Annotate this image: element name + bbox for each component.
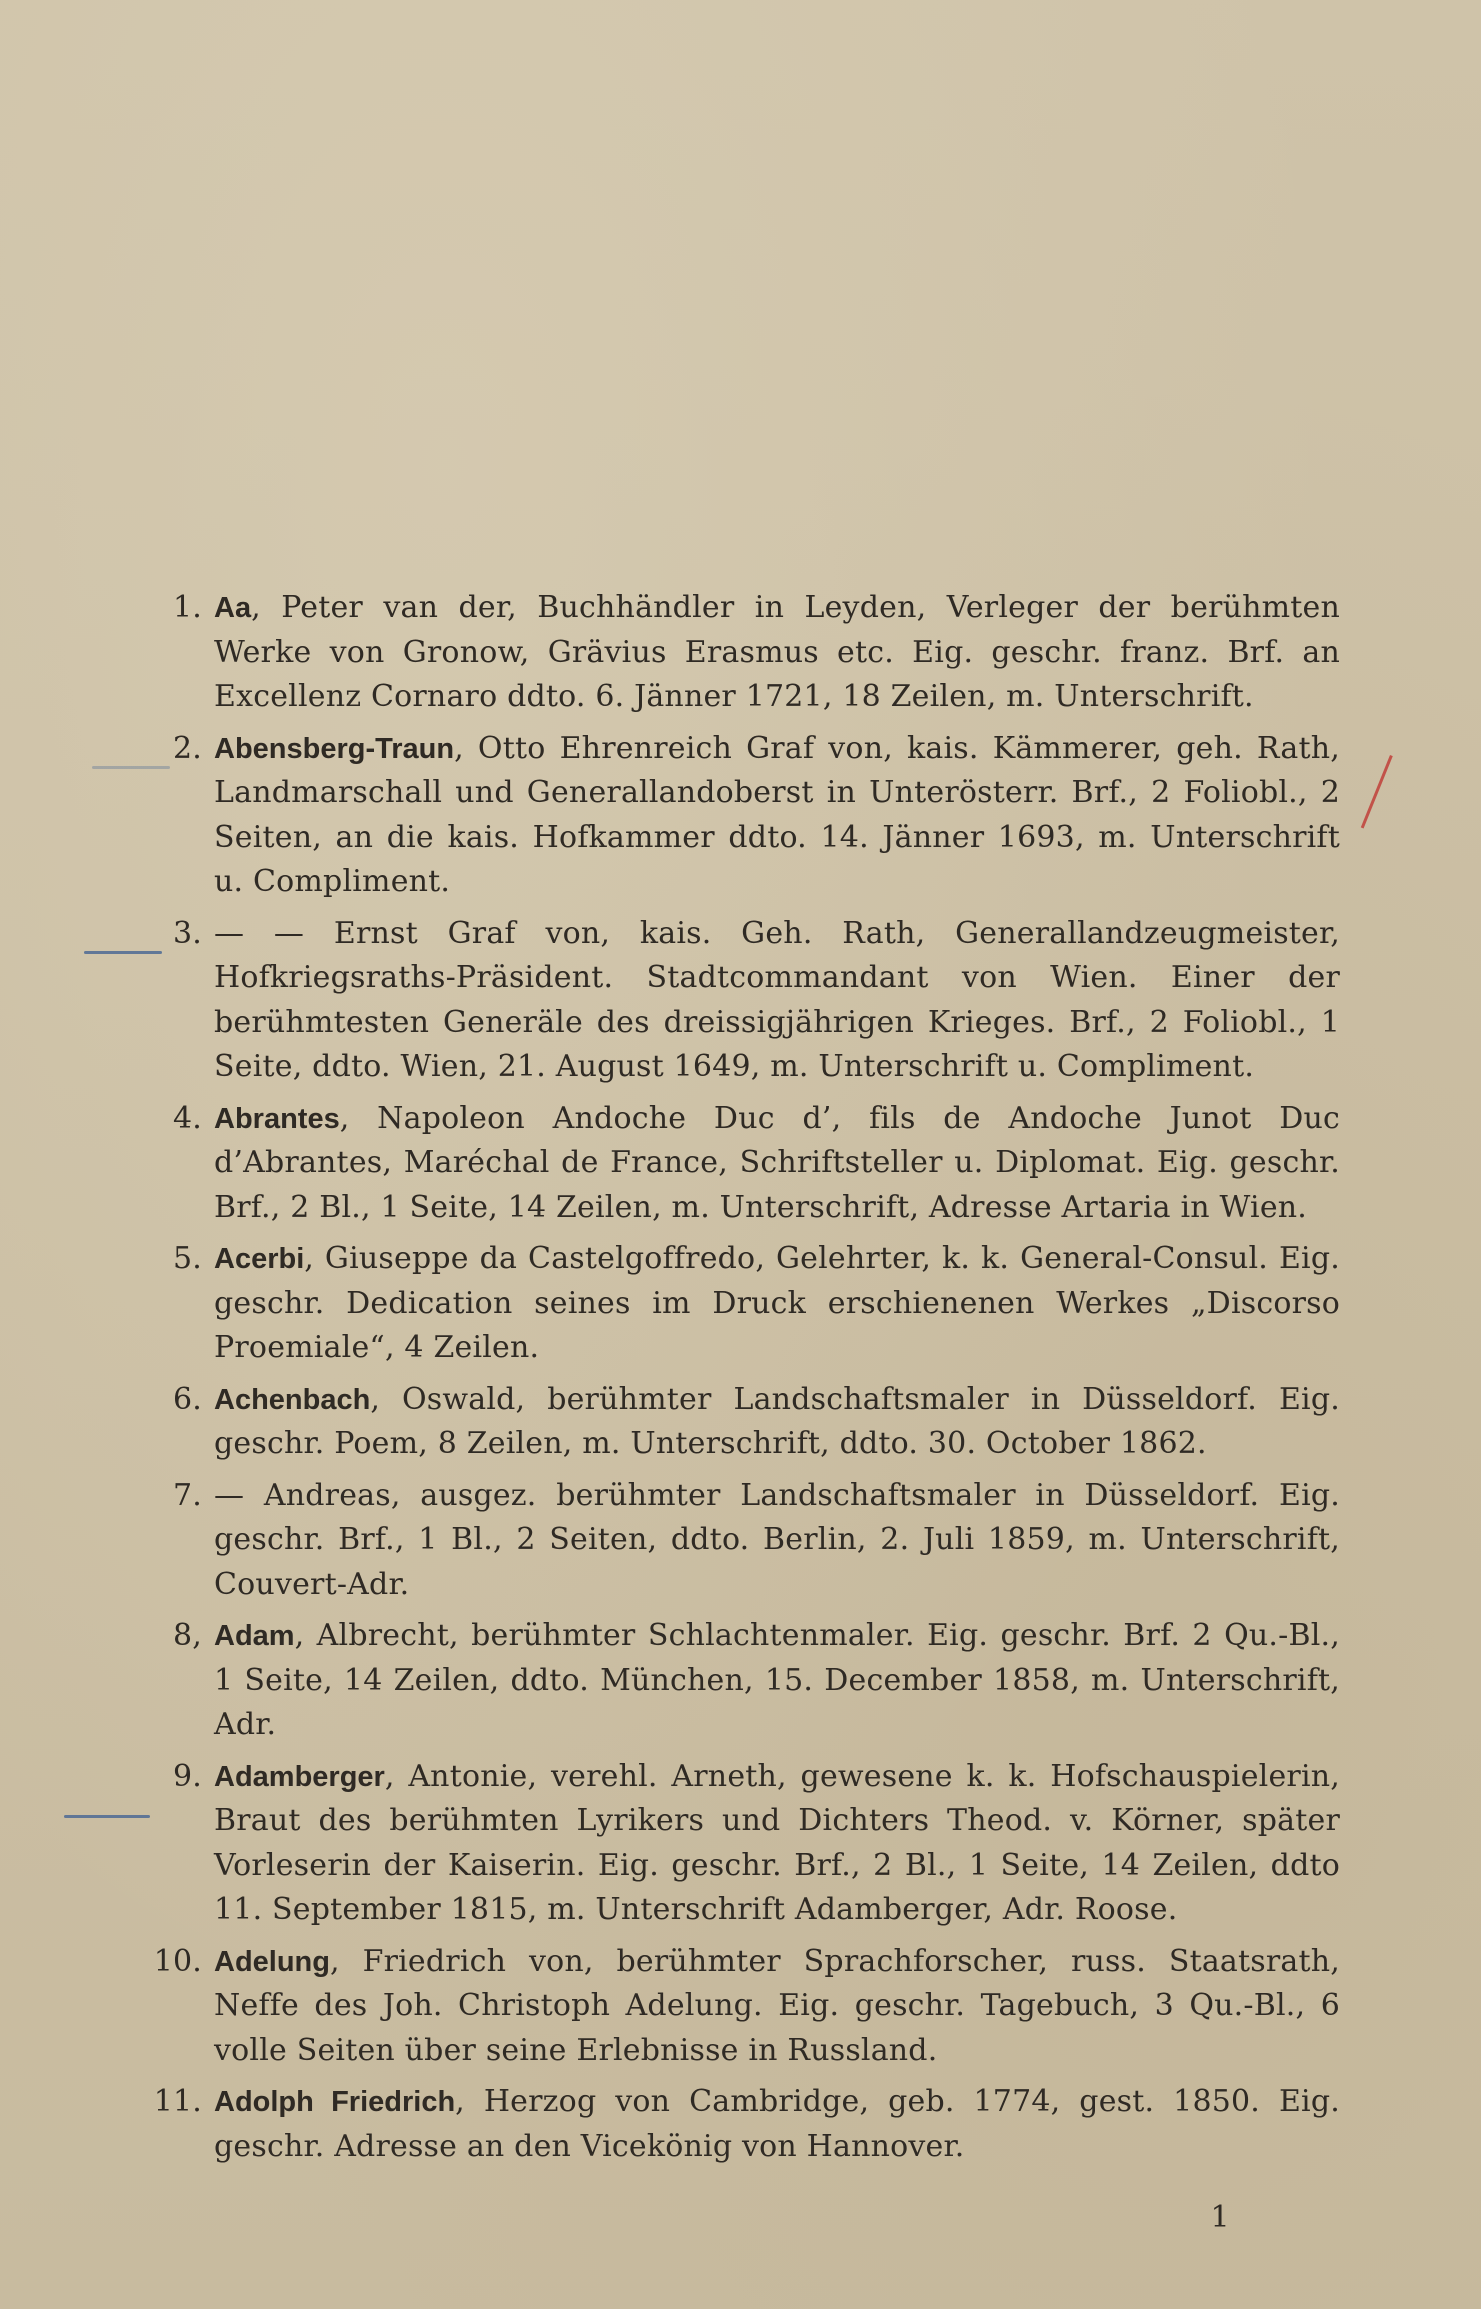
entry-number: 4. xyxy=(172,1100,202,1136)
entry-name: Abrantes xyxy=(214,1102,340,1135)
entry-name: Adolph Friedrich xyxy=(214,2086,456,2118)
entry-number: 1. xyxy=(172,590,202,625)
entry-name: Adam xyxy=(214,1620,295,1652)
entry-description: , Antonie, verehl. Arneth, gewesene k. k. Hofschauspielerin, Braut des berühmten Lyrikers und Dichters Theod. v. Körner, später Vorleserin der Kaiserin. Eig. geschr. Brf., 2 Bl., 1 Seite, 14 Zeilen, ddto 11. September 1815, m. Unterschrift Adamberger, Adr. Roose. xyxy=(214,1758,1340,1927)
entry-description: , Oswald, berühmter Landschaftsmaler in Düsseldorf. Eig. geschr. Poem, 8 Zeilen, m. Unterschrift, ddto. 30. October 1862. xyxy=(214,1381,1340,1461)
entry-number: 9. xyxy=(172,1758,202,1794)
entry-description: , Giuseppe da Castelgoffredo, Gelehrter, k. k. General-Consul. Eig. geschr. Dedication seines im Druck erschienenen Werkes „Discorso Proemiale“, 4 Zeilen. xyxy=(214,1241,1340,1365)
margin-pencil-mark-entry-9 xyxy=(64,1815,150,1818)
catalog-entry xyxy=(150,1097,1340,1231)
entry-description: , Otto Ehrenreich Graf von, kais. Kämmerer, geh. Rath, Landmarschall und Generallandoberst in Unterösterr. Brf., 2 Foliobl., 2 Seiten, an die kais. Hofkammer ddto. 14. Jänner 1693, m. Unterschrift u. Compliment. xyxy=(214,730,1340,899)
entry-number: 11. xyxy=(153,2084,202,2119)
entry-name: Aa xyxy=(214,592,252,624)
catalog-entry xyxy=(150,912,1340,1090)
entry-description: , Herzog von Cambridge, geb. 1774, gest. 1850. Eig. geschr. Adresse an den Vicekönig von Hannover. xyxy=(214,2084,1340,2164)
entry-number: 5. xyxy=(172,1241,202,1276)
entry-description: , Albrecht, berühmter Schlachtenmaler. Eig. geschr. Brf. 2 Qu.-Bl., 1 Seite, 14 Zeilen, ddto. München, 15. December 1858, m. Unterschrift, Adr. xyxy=(214,1618,1340,1742)
entry-name: Adelung xyxy=(214,1945,330,1978)
catalog-entry-list xyxy=(150,586,1340,2176)
catalog-entry xyxy=(150,1474,1340,1608)
entry-number: 2. xyxy=(172,730,202,766)
catalog-entry xyxy=(150,1614,1340,1748)
entry-name: Abensberg-Traun xyxy=(214,732,455,765)
entry-description: — Andreas, ausgez. berühmter Landschaftsmaler in Düsseldorf. Eig. geschr. Brf., 1 Bl., 2 Seiten, ddto. Berlin, 2. Juli 1859, m. Unterschrift, Couvert-Adr. xyxy=(214,1477,1340,1602)
entry-description: , Napoleon Andoche Duc d’, fils de Andoche Junot Duc d’Abrantes, Maréchal de France, Schriftsteller u. Diplomat. Eig. geschr. Brf., 2 Bl., 1 Seite, 14 Zeilen, m. Unterschrift, Adresse Artaria in Wien. xyxy=(214,1100,1340,1225)
entry-description: , Friedrich von, berühmter Sprachforscher, russ. Staatsrath, Neffe des Joh. Christoph Adelung. Eig. geschr. Tagebuch, 3 Qu.-Bl., 6 volle Seiten über seine Erlebnisse in Russland. xyxy=(214,1943,1340,2068)
catalog-entry xyxy=(150,1378,1340,1467)
entry-number: 3. xyxy=(172,915,202,951)
catalog-entry xyxy=(150,2080,1340,2169)
entry-name: Achenbach xyxy=(214,1383,371,1416)
entry-description: , Peter van der, Buchhändler in Leyden, Verleger der berühmten Werke von Gronow, Grävius Erasmus etc. Eig. geschr. franz. Brf. an Excellenz Cornaro ddto. 6. Jänner 1721, 18 Zeilen, m. Unterschrift. xyxy=(214,590,1340,714)
catalog-entry xyxy=(150,1940,1340,2074)
entry-number: 10. xyxy=(153,1943,202,1979)
entry-number: 6. xyxy=(172,1381,202,1417)
page-number: 1 xyxy=(1210,2200,1230,2235)
entry-number: 8, xyxy=(172,1618,202,1653)
entry-name: Acerbi xyxy=(214,1243,305,1275)
catalog-entry xyxy=(150,586,1340,720)
catalog-entry xyxy=(150,727,1340,905)
catalog-entry xyxy=(150,1237,1340,1371)
catalog-entry xyxy=(150,1755,1340,1933)
entry-name: Adamberger xyxy=(214,1760,385,1793)
red-pencil-tick-mark xyxy=(1361,755,1393,828)
entry-number: 7. xyxy=(172,1477,202,1513)
entry-description: — — Ernst Graf von, kais. Geh. Rath, Generallandzeugmeister, Hofkriegsraths-Präsident. Stadtcommandant von Wien. Einer der berühmtesten Generäle des dreissigjährigen Krieges. Brf., 2 Foliobl., 1 Seite, ddto. Wien, 21. August 1649, m. Unterschrift u. Compliment. xyxy=(214,915,1340,1084)
